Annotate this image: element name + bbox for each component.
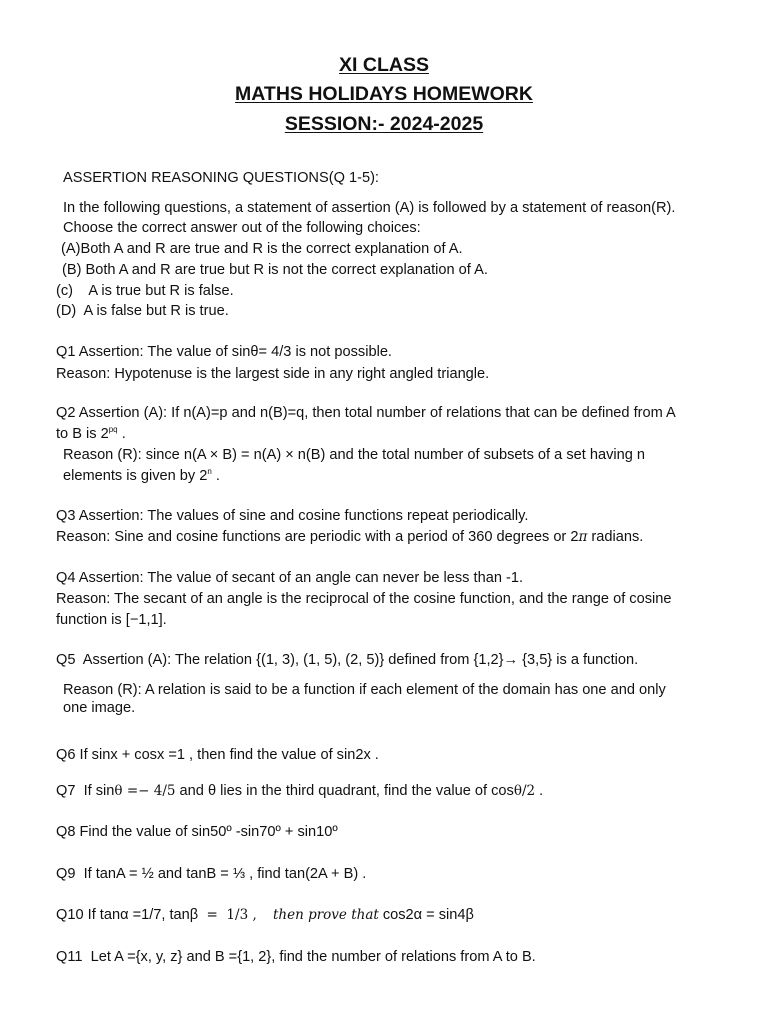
choice-c: (c) A is true but R is false.: [56, 283, 234, 299]
homework-heading: MATHS HOLIDAYS HOMEWORK: [235, 83, 533, 105]
q7: Q7 If sinθ =− 4/5 and θ lies in the third quadrant, find the value of cosθ/2 .: [56, 783, 544, 799]
q6: Q6 If sinx + cosx =1 , then find the value of sin2x .: [56, 747, 379, 763]
q8: Q8 Find the value of sin50º -sin70º + sin10º: [56, 824, 338, 840]
instructions-line-2: Choose the correct answer out of the following choices:: [63, 220, 421, 236]
choice-d: (D) A is false but R is true.: [56, 303, 229, 319]
q2-reason-line-2: elements is given by 2$^n$ .: [63, 467, 220, 484]
q4-reason-line-1: Reason: The secant of an angle is the reciprocal of the cosine function, and the range of cosine: [56, 591, 672, 607]
q2-reason-line-1: Reason (R): since n(A × B) = n(A) × n(B) and the total number of subsets of a set having n: [63, 447, 646, 463]
q10: Q10 If tanα =1/7, tanβ = 1/3 , then prove that cos2α = sin4β: [56, 907, 474, 923]
q1-reason: Reason: Hypotenuse is the largest side in any right angled triangle.: [56, 366, 490, 382]
class-heading: XI CLASS: [339, 54, 429, 76]
q5-reason-line-1: Reason (R): A relation is said to be a function if each element of the domain has one and only: [63, 682, 666, 698]
instructions-line-1: In the following questions, a statement of assertion (A) is followed by a statement of reason(R).: [63, 200, 676, 216]
q1-assertion: Q1 Assertion: The value of sinθ= 4/3 is not possible.: [56, 344, 392, 360]
session-heading: SESSION:- 2024-2025: [284, 113, 484, 135]
q4-assertion: Q4 Assertion: The value of secant of an angle can never be less than -1.: [56, 570, 524, 586]
q11: Q11 Let A ={x, y, z} and B ={1, 2}, find the number of relations from A to B.: [56, 949, 536, 965]
q5-reason-line-2: one image.: [63, 700, 136, 716]
choice-a: (A)Both A and R are true and R is the correct explanation of A.: [61, 241, 463, 257]
q3-reason: Reason: Sine and cosine functions are periodic with a period of 360 degrees or 2π radians.: [56, 529, 644, 545]
section-title: ASSERTION REASONING QUESTIONS(Q 1-5):: [63, 170, 379, 186]
q2-assertion-line-1: Q2 Assertion (A): If n(A)=p and n(B)=q, then total number of relations that can be defined from A: [56, 405, 676, 421]
q9: Q9 If tanA = ½ and tanB = ⅓ , find tan(2A + B) .: [56, 866, 367, 882]
q3-assertion: Q3 Assertion: The values of sine and cosine functions repeat periodically.: [56, 508, 529, 524]
q5-assertion: Q5 Assertion (A): The relation {(1, 3), (1, 5), (2, 5)} defined from {1,2}→ {3,5} is a function.: [56, 652, 639, 668]
q2-assertion-line-2: to B is $2^{pq}$ .: [56, 425, 126, 442]
choice-b: (B) Both A and R are true but R is not the correct explanation of A.: [62, 262, 488, 278]
q4-reason-line-2: function is [−1,1].: [56, 612, 167, 628]
